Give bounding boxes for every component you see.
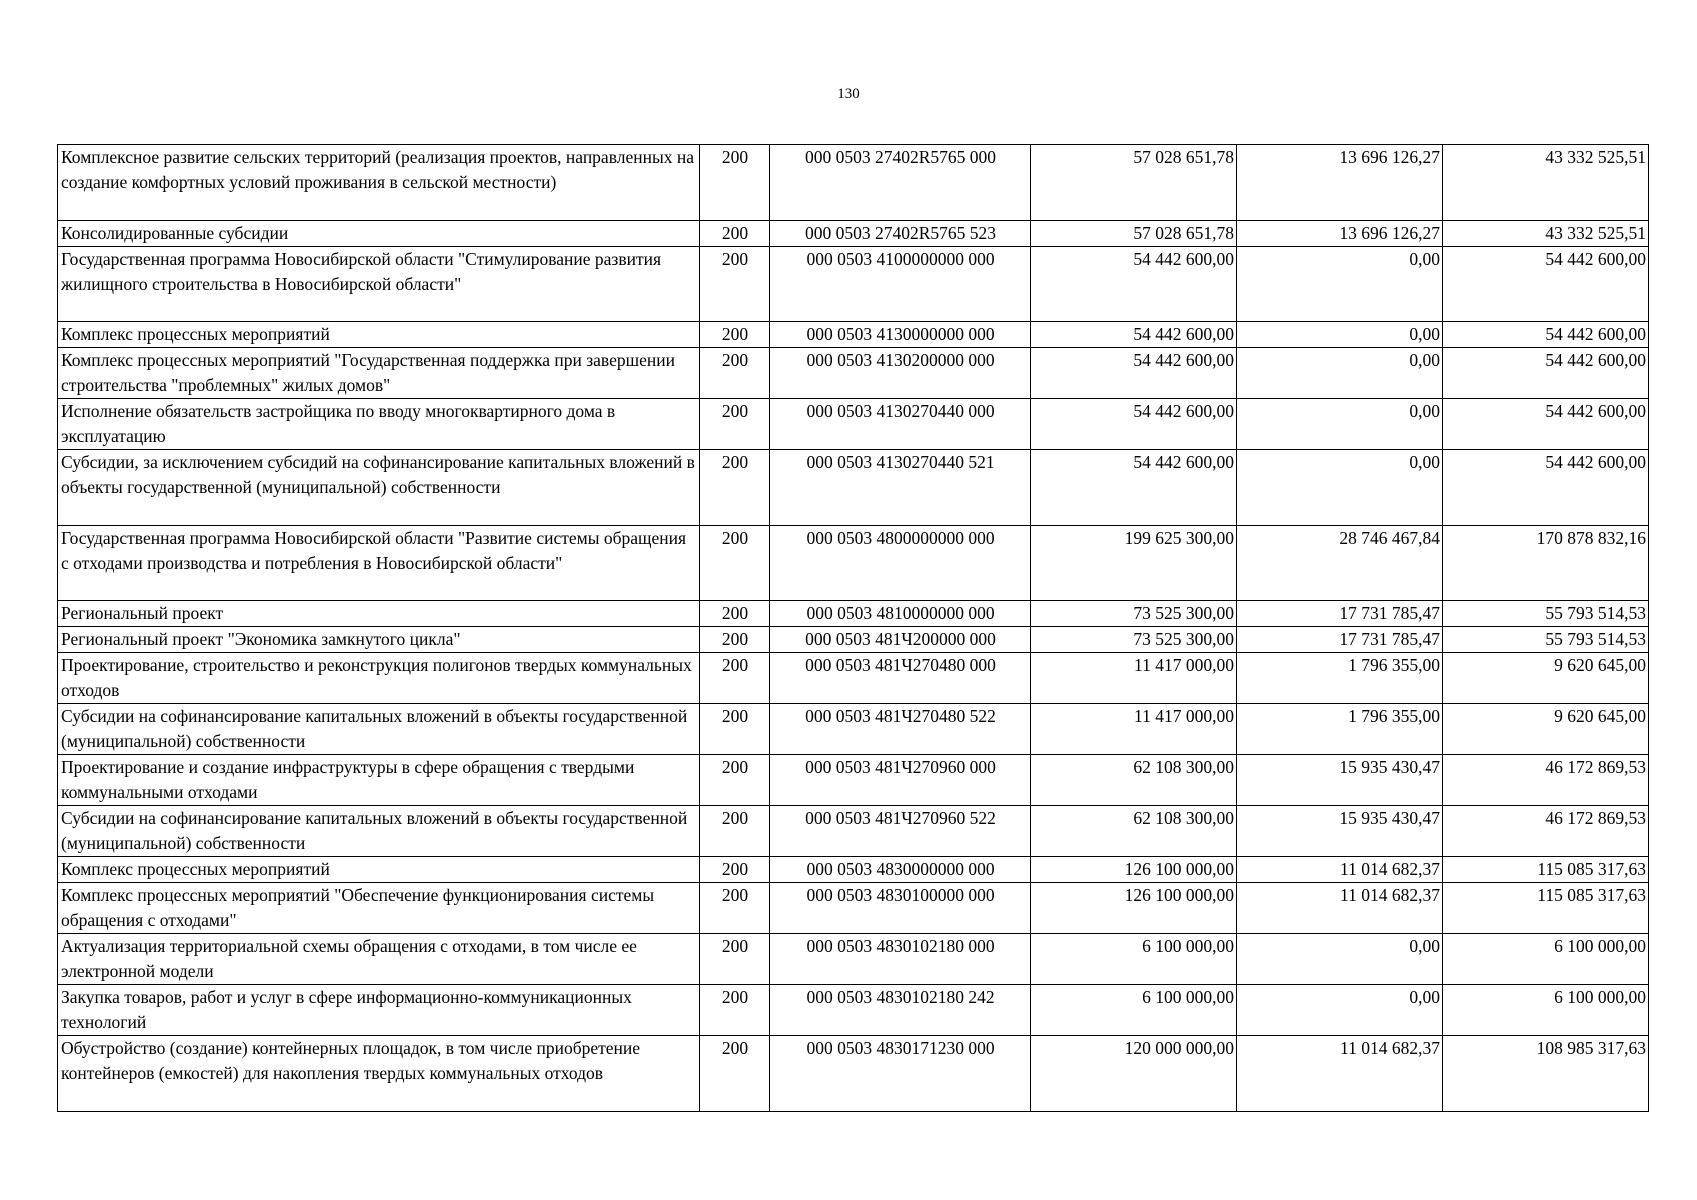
table-row bbox=[58, 627, 1649, 653]
row-executed-amount: 1 796 355,00 bbox=[1237, 704, 1443, 755]
row-plan-amount: 199 625 300,00 bbox=[1031, 526, 1237, 601]
table-row bbox=[58, 526, 1649, 601]
row-remaining-amount: 115 085 317,63 bbox=[1443, 883, 1649, 934]
table-row bbox=[58, 755, 1649, 806]
row-admin-code: 200 bbox=[700, 653, 770, 704]
row-name: Субсидии, за исключением субсидий на софинансирование капитальных вложений в объекты государственной (муниципальной) собственности bbox=[58, 450, 700, 526]
row-classification-code: 000 0503 481Ч270480 000 bbox=[770, 653, 1031, 704]
row-classification-code: 000 0503 481Ч270960 522 bbox=[770, 806, 1031, 857]
row-plan-amount: 126 100 000,00 bbox=[1031, 857, 1237, 883]
row-plan-amount: 57 028 651,78 bbox=[1031, 145, 1237, 221]
table-row bbox=[58, 247, 1649, 322]
row-admin-code: 200 bbox=[700, 601, 770, 627]
row-classification-code: 000 0503 4130270440 521 bbox=[770, 450, 1031, 526]
row-executed-amount: 0,00 bbox=[1237, 247, 1443, 322]
row-admin-code: 200 bbox=[700, 247, 770, 322]
table-row bbox=[58, 857, 1649, 883]
table-row bbox=[58, 221, 1649, 247]
row-name: Государственная программа Новосибирской области "Развитие системы обращения с отходами производства и потребления в Новосибирской области" bbox=[58, 526, 700, 601]
row-executed-amount: 17 731 785,47 bbox=[1237, 601, 1443, 627]
row-admin-code: 200 bbox=[700, 221, 770, 247]
row-classification-code: 000 0503 4130000000 000 bbox=[770, 322, 1031, 348]
row-classification-code: 000 0503 4830102180 242 bbox=[770, 985, 1031, 1036]
row-admin-code: 200 bbox=[700, 450, 770, 526]
row-executed-amount: 11 014 682,37 bbox=[1237, 857, 1443, 883]
table-row bbox=[58, 934, 1649, 985]
row-executed-amount: 0,00 bbox=[1237, 322, 1443, 348]
row-executed-amount: 28 746 467,84 bbox=[1237, 526, 1443, 601]
row-plan-amount: 62 108 300,00 bbox=[1031, 806, 1237, 857]
row-name: Исполнение обязательств застройщика по вводу многоквартирного дома в эксплуатацию bbox=[58, 399, 700, 450]
row-name: Проектирование, строительство и реконструкция полигонов твердых коммунальных отходов bbox=[58, 653, 700, 704]
row-remaining-amount: 9 620 645,00 bbox=[1443, 704, 1649, 755]
row-plan-amount: 54 442 600,00 bbox=[1031, 322, 1237, 348]
table-row bbox=[58, 601, 1649, 627]
table-row bbox=[58, 322, 1649, 348]
row-plan-amount: 54 442 600,00 bbox=[1031, 399, 1237, 450]
row-executed-amount: 17 731 785,47 bbox=[1237, 627, 1443, 653]
row-remaining-amount: 55 793 514,53 bbox=[1443, 601, 1649, 627]
row-executed-amount: 15 935 430,47 bbox=[1237, 806, 1443, 857]
row-executed-amount: 15 935 430,47 bbox=[1237, 755, 1443, 806]
row-classification-code: 000 0503 4830102180 000 bbox=[770, 934, 1031, 985]
table-row bbox=[58, 806, 1649, 857]
row-remaining-amount: 170 878 832,16 bbox=[1443, 526, 1649, 601]
row-admin-code: 200 bbox=[700, 526, 770, 601]
row-executed-amount: 0,00 bbox=[1237, 985, 1443, 1036]
row-remaining-amount: 46 172 869,53 bbox=[1443, 755, 1649, 806]
row-classification-code: 000 0503 4130270440 000 bbox=[770, 399, 1031, 450]
row-classification-code: 000 0503 27402R5765 523 bbox=[770, 221, 1031, 247]
table-row bbox=[58, 1036, 1649, 1112]
row-remaining-amount: 54 442 600,00 bbox=[1443, 450, 1649, 526]
row-admin-code: 200 bbox=[700, 883, 770, 934]
row-name: Закупка товаров, работ и услуг в сфере информационно-коммуникационных технологий bbox=[58, 985, 700, 1036]
table-row bbox=[58, 985, 1649, 1036]
row-plan-amount: 11 417 000,00 bbox=[1031, 704, 1237, 755]
row-name: Государственная программа Новосибирской области "Стимулирование развития жилищного строительства в Новосибирской области" bbox=[58, 247, 700, 322]
row-executed-amount: 1 796 355,00 bbox=[1237, 653, 1443, 704]
row-executed-amount: 13 696 126,27 bbox=[1237, 221, 1443, 247]
row-plan-amount: 6 100 000,00 bbox=[1031, 934, 1237, 985]
row-plan-amount: 6 100 000,00 bbox=[1031, 985, 1237, 1036]
row-admin-code: 200 bbox=[700, 145, 770, 221]
row-admin-code: 200 bbox=[700, 399, 770, 450]
row-remaining-amount: 43 332 525,51 bbox=[1443, 221, 1649, 247]
budget-table bbox=[57, 144, 1649, 1112]
row-admin-code: 200 bbox=[700, 857, 770, 883]
row-executed-amount: 0,00 bbox=[1237, 450, 1443, 526]
row-remaining-amount: 54 442 600,00 bbox=[1443, 348, 1649, 399]
row-name: Региональный проект bbox=[58, 601, 700, 627]
row-plan-amount: 126 100 000,00 bbox=[1031, 883, 1237, 934]
table-row bbox=[58, 653, 1649, 704]
row-plan-amount: 120 000 000,00 bbox=[1031, 1036, 1237, 1112]
row-classification-code: 000 0503 4830000000 000 bbox=[770, 857, 1031, 883]
row-remaining-amount: 54 442 600,00 bbox=[1443, 399, 1649, 450]
row-name: Комплексное развитие сельских территорий (реализация проектов, направленных на создание комфортных условий проживания в сельской местности) bbox=[58, 145, 700, 221]
row-classification-code: 000 0503 4810000000 000 bbox=[770, 601, 1031, 627]
row-executed-amount: 0,00 bbox=[1237, 348, 1443, 399]
row-classification-code: 000 0503 481Ч270480 522 bbox=[770, 704, 1031, 755]
row-name: Комплекс процессных мероприятий "Обеспечение функционирования системы обращения с отходами" bbox=[58, 883, 700, 934]
row-remaining-amount: 108 985 317,63 bbox=[1443, 1036, 1649, 1112]
row-plan-amount: 62 108 300,00 bbox=[1031, 755, 1237, 806]
row-remaining-amount: 9 620 645,00 bbox=[1443, 653, 1649, 704]
row-remaining-amount: 115 085 317,63 bbox=[1443, 857, 1649, 883]
row-name: Региональный проект "Экономика замкнутого цикла" bbox=[58, 627, 700, 653]
row-name: Комплекс процессных мероприятий bbox=[58, 857, 700, 883]
row-name: Консолидированные субсидии bbox=[58, 221, 700, 247]
row-plan-amount: 54 442 600,00 bbox=[1031, 348, 1237, 399]
row-remaining-amount: 43 332 525,51 bbox=[1443, 145, 1649, 221]
row-classification-code: 000 0503 4830171230 000 bbox=[770, 1036, 1031, 1112]
table-row bbox=[58, 450, 1649, 526]
row-remaining-amount: 54 442 600,00 bbox=[1443, 247, 1649, 322]
page-number: 130 bbox=[837, 86, 860, 102]
row-admin-code: 200 bbox=[700, 348, 770, 399]
table-row bbox=[58, 399, 1649, 450]
row-admin-code: 200 bbox=[700, 322, 770, 348]
row-classification-code: 000 0503 27402R5765 000 bbox=[770, 145, 1031, 221]
row-name: Субсидии на софинансирование капитальных вложений в объекты государственной (муниципальной) собственности bbox=[58, 704, 700, 755]
row-executed-amount: 0,00 bbox=[1237, 399, 1443, 450]
row-executed-amount: 13 696 126,27 bbox=[1237, 145, 1443, 221]
row-name: Комплекс процессных мероприятий bbox=[58, 322, 700, 348]
row-admin-code: 200 bbox=[700, 985, 770, 1036]
row-plan-amount: 54 442 600,00 bbox=[1031, 247, 1237, 322]
row-admin-code: 200 bbox=[700, 627, 770, 653]
row-remaining-amount: 54 442 600,00 bbox=[1443, 322, 1649, 348]
row-admin-code: 200 bbox=[700, 934, 770, 985]
row-admin-code: 200 bbox=[700, 1036, 770, 1112]
row-remaining-amount: 6 100 000,00 bbox=[1443, 934, 1649, 985]
row-remaining-amount: 6 100 000,00 bbox=[1443, 985, 1649, 1036]
row-name: Комплекс процессных мероприятий "Государственная поддержка при завершении строительства "проблемных" жилых домов" bbox=[58, 348, 700, 399]
row-admin-code: 200 bbox=[700, 755, 770, 806]
row-name: Обустройство (создание) контейнерных площадок, в том числе приобретение контейнеров (емкостей) для накопления твердых коммунальных отходов bbox=[58, 1036, 700, 1112]
row-remaining-amount: 46 172 869,53 bbox=[1443, 806, 1649, 857]
row-admin-code: 200 bbox=[700, 704, 770, 755]
row-plan-amount: 57 028 651,78 bbox=[1031, 221, 1237, 247]
row-plan-amount: 73 525 300,00 bbox=[1031, 627, 1237, 653]
table-row bbox=[58, 348, 1649, 399]
row-admin-code: 200 bbox=[700, 806, 770, 857]
row-remaining-amount: 55 793 514,53 bbox=[1443, 627, 1649, 653]
row-executed-amount: 11 014 682,37 bbox=[1237, 1036, 1443, 1112]
row-name: Субсидии на софинансирование капитальных вложений в объекты государственной (муниципальной) собственности bbox=[58, 806, 700, 857]
row-classification-code: 000 0503 4800000000 000 bbox=[770, 526, 1031, 601]
row-classification-code: 000 0503 4830100000 000 bbox=[770, 883, 1031, 934]
table-row bbox=[58, 883, 1649, 934]
row-name: Проектирование и создание инфраструктуры в сфере обращения с твердыми коммунальными отходами bbox=[58, 755, 700, 806]
row-executed-amount: 11 014 682,37 bbox=[1237, 883, 1443, 934]
row-classification-code: 000 0503 4100000000 000 bbox=[770, 247, 1031, 322]
table-row bbox=[58, 704, 1649, 755]
row-classification-code: 000 0503 4130200000 000 bbox=[770, 348, 1031, 399]
row-plan-amount: 11 417 000,00 bbox=[1031, 653, 1237, 704]
table-row bbox=[58, 145, 1649, 221]
row-executed-amount: 0,00 bbox=[1237, 934, 1443, 985]
row-name: Актуализация территориальной схемы обращения с отходами, в том числе ее электронной модели bbox=[58, 934, 700, 985]
row-plan-amount: 73 525 300,00 bbox=[1031, 601, 1237, 627]
row-classification-code: 000 0503 481Ч270960 000 bbox=[770, 755, 1031, 806]
row-plan-amount: 54 442 600,00 bbox=[1031, 450, 1237, 526]
row-classification-code: 000 0503 481Ч200000 000 bbox=[770, 627, 1031, 653]
